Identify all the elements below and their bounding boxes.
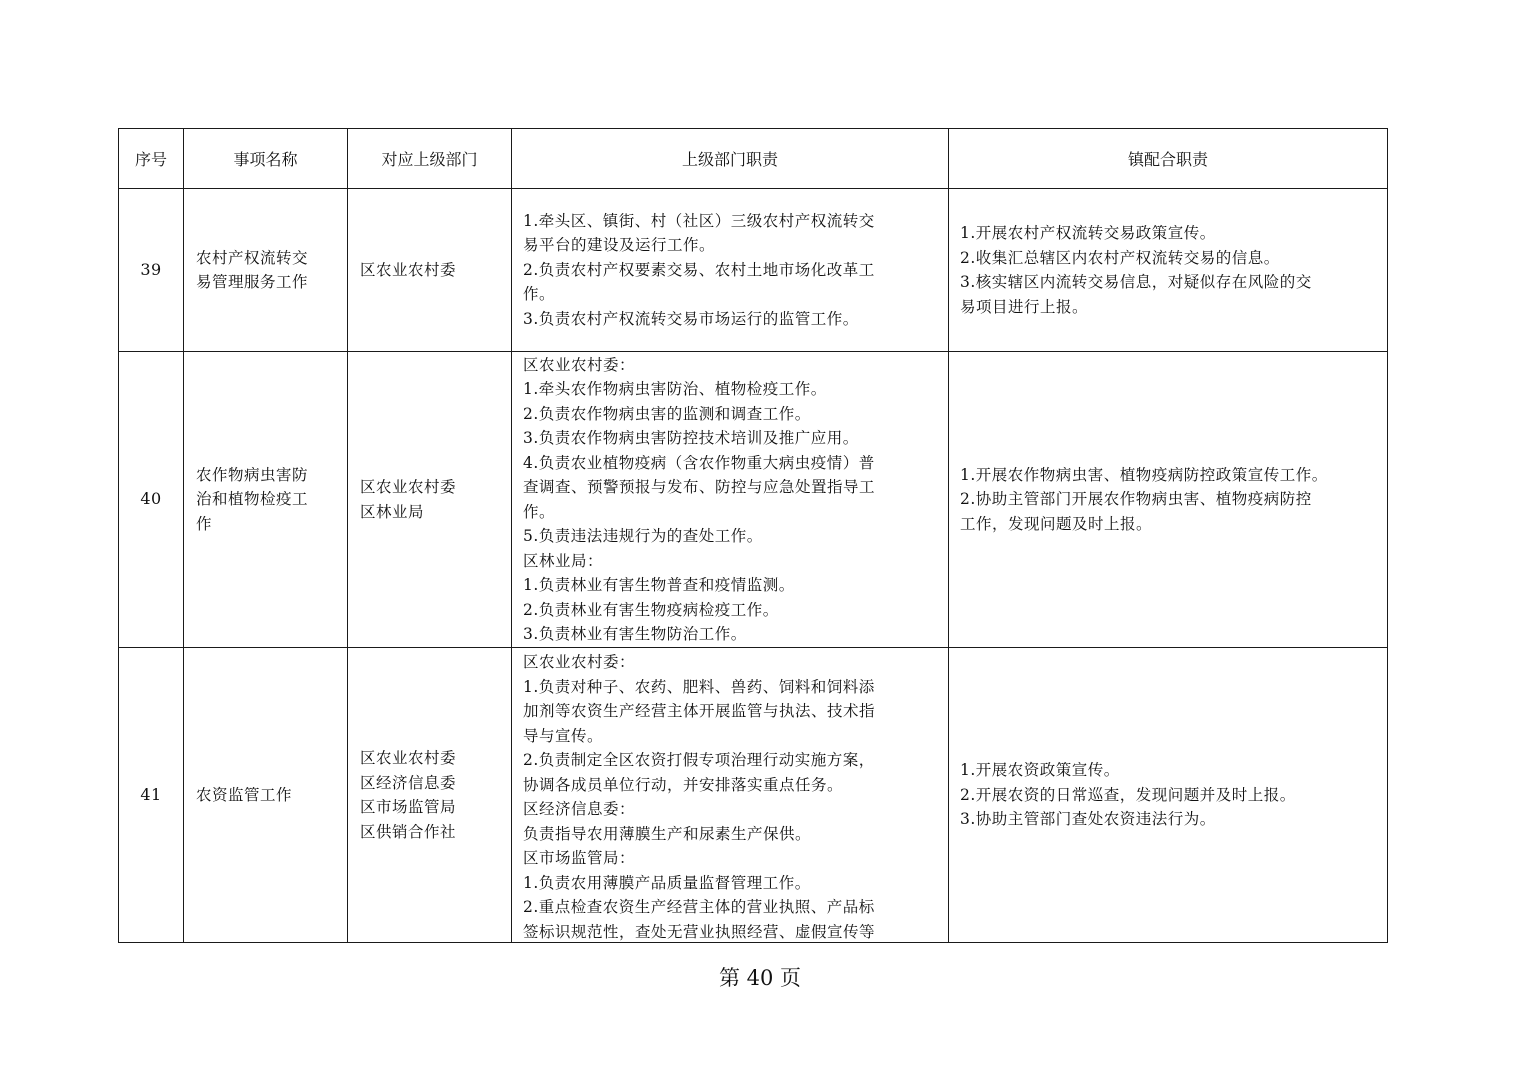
department-cell (348, 648, 512, 943)
item-name-line: 作 (196, 514, 213, 533)
superior-duty-line: 区农业农村委： (523, 355, 636, 374)
department-cell (348, 352, 512, 648)
superior-duty-line: 2.负责林业有害生物疫病检疫工作。 (523, 600, 779, 619)
item-name-line: 易管理服务工作 (196, 273, 309, 291)
superior-duty-line: 1.负责农用薄膜产品质量监督管理工作。 (523, 873, 811, 892)
superior-duty-line: 1.牵头区、镇街、村（社区）三级农村产权流转交 (523, 211, 875, 230)
superior-duty-line: 2.负责农村产权要素交易、农村土地市场化改革工 (523, 260, 875, 279)
table-row (119, 352, 1388, 648)
superior-duty-line: 签标识规范性，查处无营业执照经营、虚假宣传等 (523, 922, 876, 941)
department-line: 区农业农村委 (360, 478, 457, 496)
town-duty-line: 3.协助主管部门查处农资违法行为。 (960, 810, 1216, 829)
town-duty-line: 2.收集汇总辖区内农村产权流转交易的信息。 (960, 248, 1280, 267)
superior-duty-line: 3.负责农村产权流转交易市场运行的监管工作。 (523, 309, 859, 328)
town-duty-line: 1.开展农资政策宣传。 (960, 761, 1120, 780)
header-superior-duties: 上级部门职责 (512, 129, 949, 189)
town-duty-line: 易项目进行上报。 (960, 297, 1089, 316)
superior-duties-cell (512, 189, 949, 352)
table-row (119, 189, 1388, 352)
row-number-cell (119, 189, 184, 352)
superior-duty-line: 4.负责农业植物疫病（含农作物重大病虫疫情）普 (523, 453, 875, 472)
superior-duty-line: 负责指导农用薄膜生产和尿素生产保供。 (523, 824, 812, 843)
department-line: 区林业局 (360, 502, 425, 521)
superior-duty-line: 5.负责违法违规行为的查处工作。 (523, 527, 763, 545)
superior-duty-line: 区农业农村委： (523, 653, 636, 671)
header-town-duties: 镇配合职责 (949, 129, 1388, 189)
department-cell (348, 189, 512, 352)
row-number-cell (119, 352, 184, 648)
item-name-line: 农村产权流转交 (196, 248, 309, 267)
row-number-cell (119, 648, 184, 943)
superior-duty-line: 易平台的建设及运行工作。 (523, 236, 716, 255)
department-line: 区农业农村委 (360, 260, 457, 279)
superior-duty-line: 2.重点检查农资生产经营主体的营业执照、产品标 (523, 898, 875, 916)
superior-duty-line: 3.负责农作物病虫害防控技术培训及推广应用。 (523, 429, 859, 447)
superior-duty-line: 作。 (523, 502, 556, 521)
table-header-row (119, 129, 1388, 189)
town-duties-cell (949, 189, 1388, 352)
header-number: 序号 (119, 129, 184, 189)
item-name-line: 农作物病虫害防 (196, 465, 309, 484)
department-line: 区市场监管局 (360, 798, 457, 816)
superior-duty-line: 2.负责制定全区农资打假专项治理行动实施方案， (523, 751, 875, 769)
town-duties-cell (949, 352, 1388, 648)
superior-duty-line: 区市场监管局： (523, 849, 636, 867)
row-number: 40 (140, 489, 162, 509)
department-line: 区供销合作社 (360, 822, 457, 841)
superior-duty-line: 1.牵头农作物病虫害防治、植物检疫工作。 (523, 380, 827, 398)
department-line: 区经济信息委 (360, 773, 457, 792)
superior-duty-line: 导与宣传。 (523, 726, 604, 745)
superior-duty-line: 1.负责林业有害生物普查和疫情监测。 (523, 576, 795, 594)
department-line: 区农业农村委 (360, 749, 457, 767)
duty-table (118, 128, 1388, 943)
superior-duty-line: 协调各成员单位行动，并安排落实重点任务。 (523, 775, 844, 794)
header-item-name: 事项名称 (184, 129, 348, 189)
superior-duty-line: 2.负责农作物病虫害的监测和调查工作。 (523, 404, 811, 423)
town-duty-line: 3.核实辖区内流转交易信息，对疑似存在风险的交 (960, 273, 1312, 291)
header-superior-department: 对应上级部门 (348, 129, 512, 189)
row-number: 39 (140, 259, 162, 279)
superior-duty-line: 区林业局： (523, 551, 604, 570)
item-name-cell (184, 352, 348, 648)
superior-duty-line: 加剂等农资生产经营主体开展监管与执法、技术指 (523, 702, 876, 720)
town-duty-line: 2.协助主管部门开展农作物病虫害、植物疫病防控 (960, 490, 1312, 509)
item-name-line: 农资监管工作 (196, 785, 293, 804)
town-duty-line: 2.开展农资的日常巡查，发现问题并及时上报。 (960, 785, 1296, 804)
town-duty-line: 1.开展农村产权流转交易政策宣传。 (960, 224, 1216, 242)
town-duty-line: 工作，发现问题及时上报。 (960, 514, 1153, 533)
superior-duty-line: 1.负责对种子、农药、肥料、兽药、饲料和饲料添 (523, 677, 875, 696)
town-duty-line: 1.开展农作物病虫害、植物疫病防控政策宣传工作。 (960, 465, 1328, 484)
item-name-line: 治和植物检疫工 (196, 490, 309, 509)
table-row (119, 648, 1388, 943)
item-name-cell (184, 648, 348, 943)
superior-duty-line: 作。 (523, 285, 556, 304)
item-name-cell (184, 189, 348, 352)
row-number: 41 (140, 784, 162, 804)
page-number: 第 40 页 (718, 966, 802, 990)
town-duties-cell (949, 648, 1388, 943)
superior-duty-line: 区经济信息委： (523, 800, 636, 818)
superior-duties-cell (512, 648, 949, 943)
superior-duty-line: 查调查、预警预报与发布、防控与应急处置指导工 (523, 478, 876, 496)
superior-duties-cell (512, 352, 949, 648)
superior-duty-line: 3.负责林业有害生物防治工作。 (523, 625, 747, 643)
